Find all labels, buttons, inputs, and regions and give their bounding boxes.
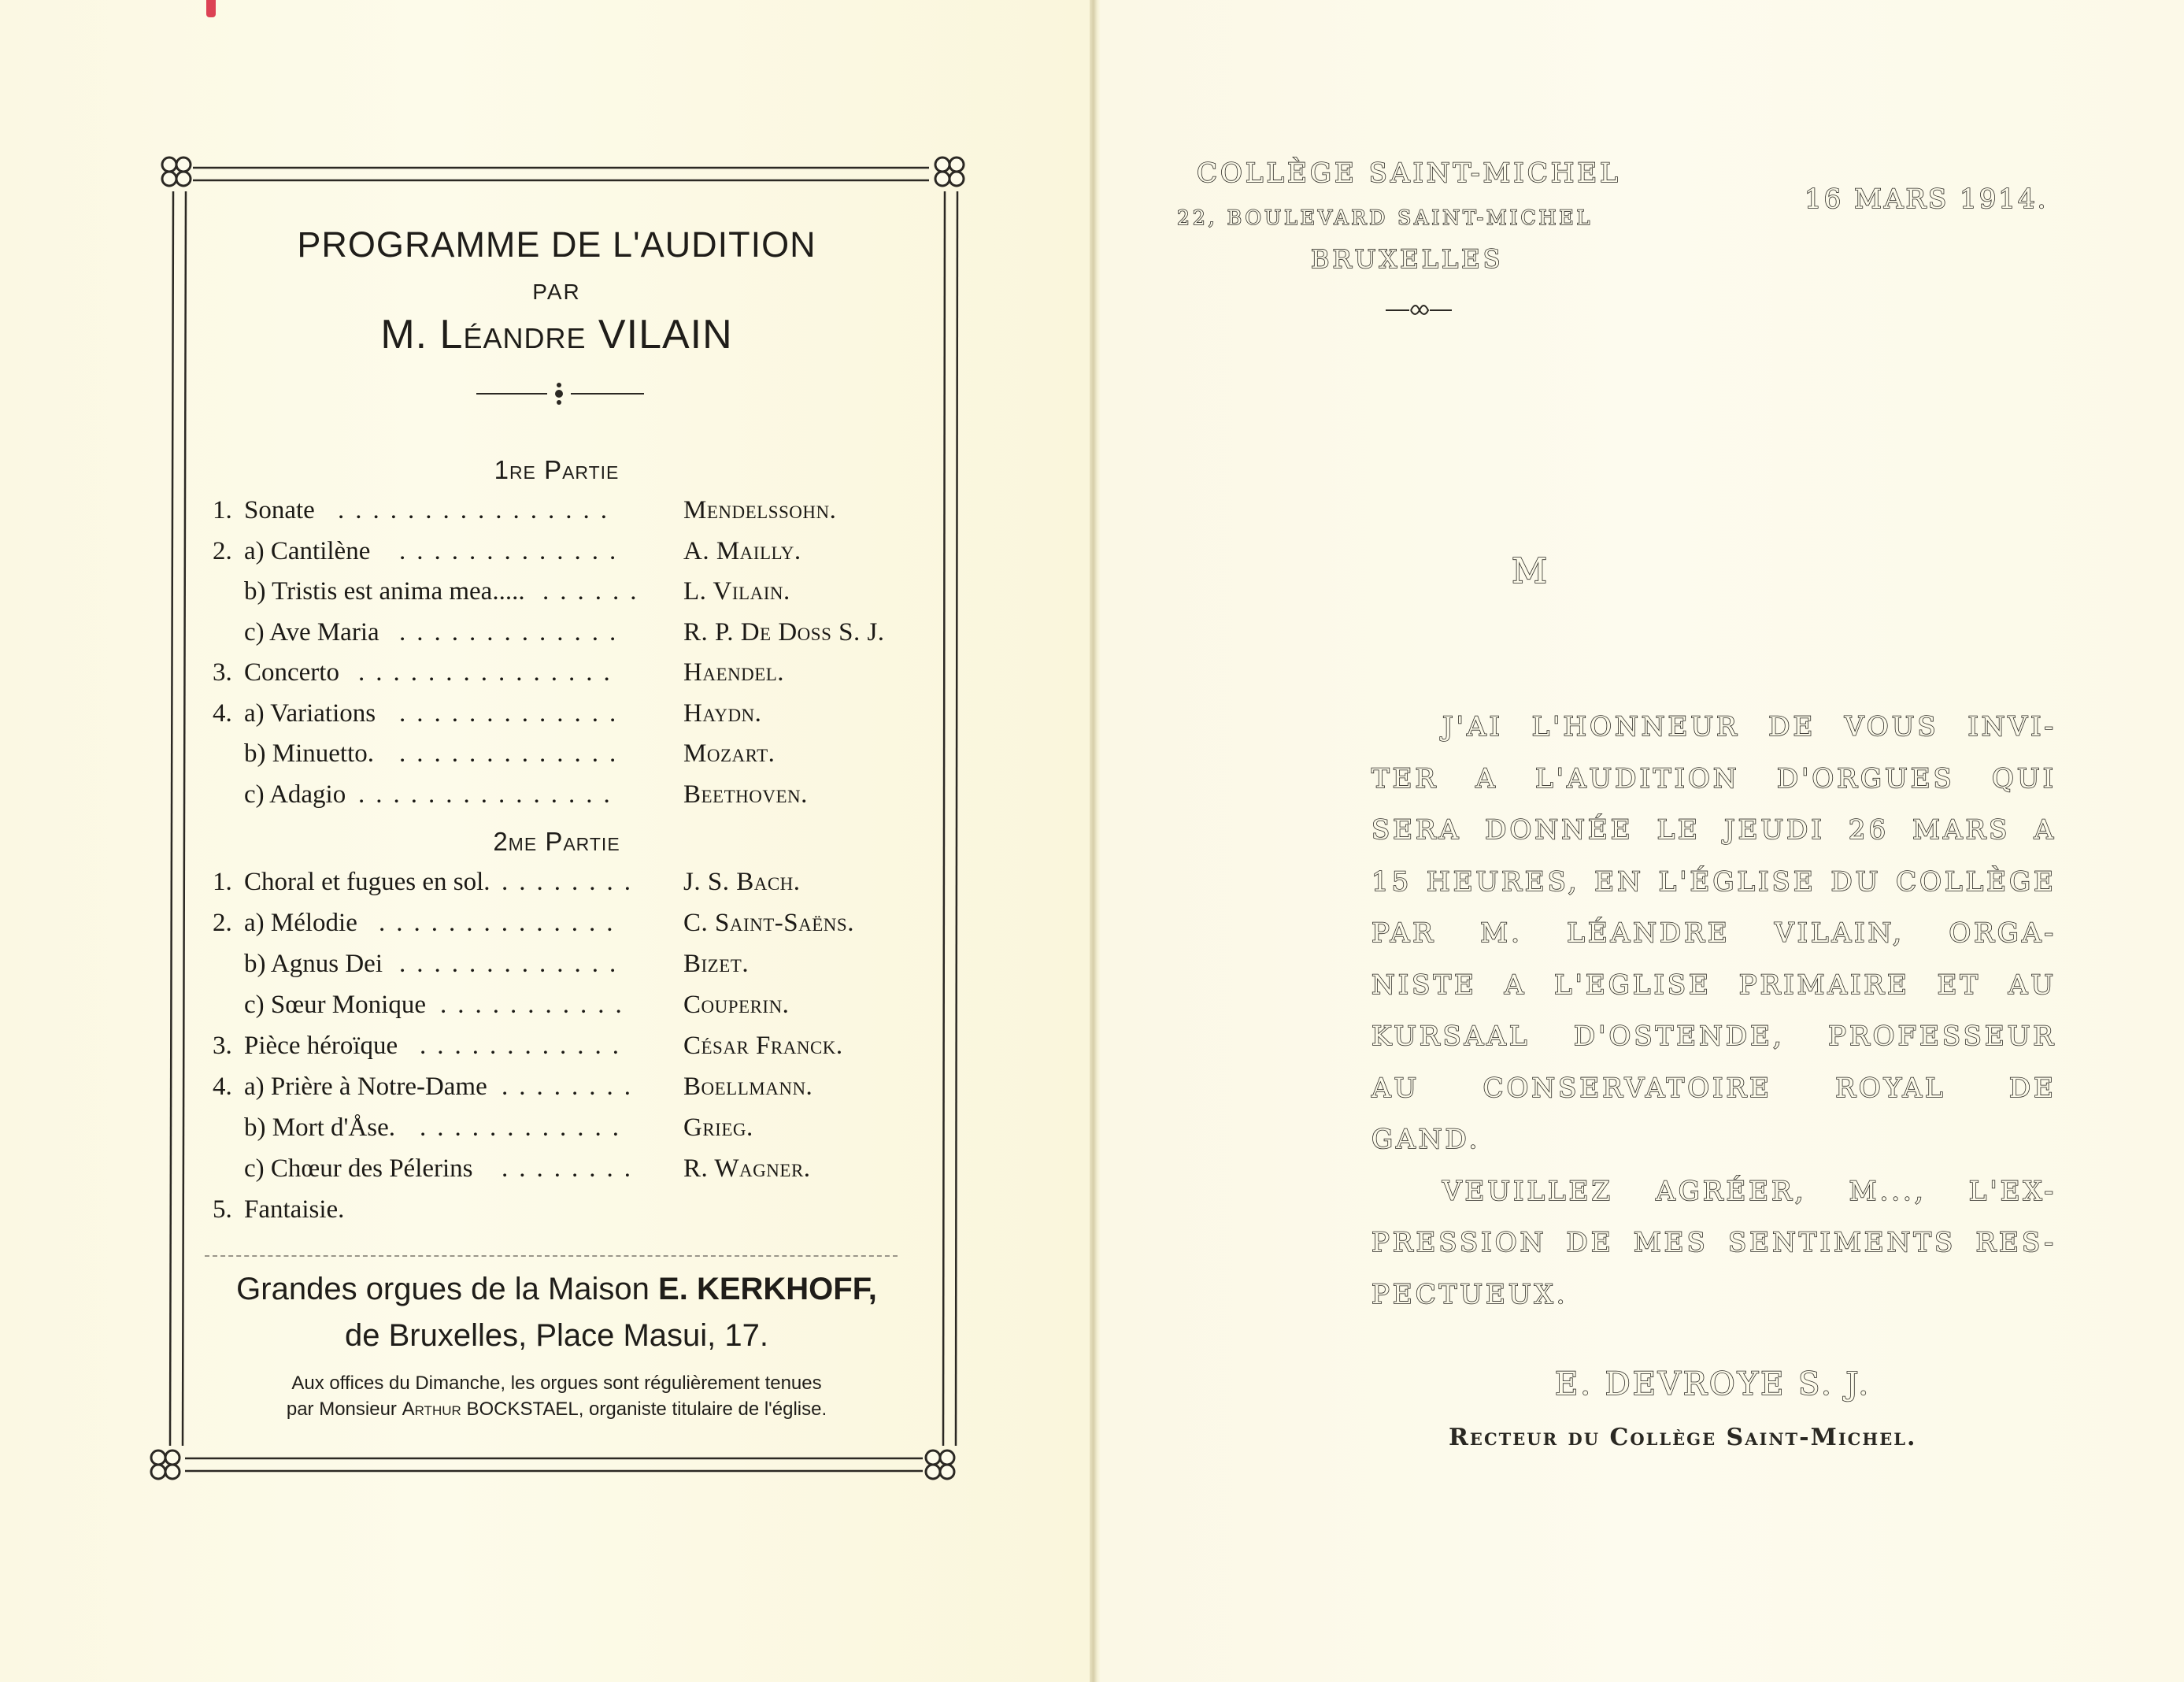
invitation-line: NISTE A L'EGLISE PRIMAIRE ET AU xyxy=(1371,969,2056,1001)
program-piece: b) Mort d'Åse. xyxy=(244,1113,396,1142)
program-composer: Haydn. xyxy=(683,698,762,728)
program-row xyxy=(213,780,921,820)
organ-note-prefix: par Monsieur xyxy=(286,1399,397,1420)
leader-dots: ............ xyxy=(420,1032,630,1060)
program-row xyxy=(213,699,921,739)
program-row xyxy=(213,950,921,989)
invitation-line: J'AI L'HONNEUR DE VOUS INVI- xyxy=(1442,711,2056,743)
organ-note-line1: Aux offices du Dimanche, les orgues sont régulièrement tenues xyxy=(291,1373,822,1394)
leader-dots: ............. xyxy=(399,617,627,646)
leader-dots: ........ xyxy=(502,1154,642,1183)
program-row xyxy=(213,1073,921,1112)
program-composer: A. Mailly. xyxy=(683,536,801,565)
program-row xyxy=(213,739,921,779)
program-row xyxy=(213,1195,921,1235)
program-row xyxy=(213,537,921,576)
program-composer: Couperin. xyxy=(683,991,790,1019)
program-composer: César Franck. xyxy=(683,1032,843,1060)
leader-dots: ............. xyxy=(399,536,627,565)
invitation-line: AU CONSERVATOIRE ROYAL DE xyxy=(1371,1072,2056,1104)
program-title: PROGRAMME DE L'AUDITION xyxy=(297,224,816,265)
program-piece: a) Variations xyxy=(244,698,376,728)
program-row xyxy=(213,1032,921,1071)
program-row xyxy=(213,577,921,617)
leader-dots: ............. xyxy=(399,739,627,768)
program-piece: a) Cantilène xyxy=(244,536,371,565)
leader-dots: .............. xyxy=(379,909,624,937)
leader-dots: ...... xyxy=(542,577,648,606)
program-piece: b) Tristis est anima mea..... xyxy=(244,577,525,606)
program-row xyxy=(213,868,921,907)
invitation-line: SERA DONNÉE LE JEUDI 26 MARS A xyxy=(1371,814,2056,846)
organ-note xyxy=(183,1370,931,1422)
program-row xyxy=(213,909,921,948)
program-number: 1. xyxy=(213,496,232,524)
program-composer: R. P. De Doss S. J. xyxy=(683,617,885,646)
invitation-line: TER A L'AUDITION D'ORGUES QUI xyxy=(1371,762,2056,795)
signature-title: Recteur du Collège Saint-Michel. xyxy=(1449,1424,1917,1451)
program-piece: c) Sœur Monique xyxy=(244,991,426,1019)
program-par: PAR xyxy=(532,280,581,304)
program-number: 5. xyxy=(213,1195,232,1224)
program-row xyxy=(213,1154,921,1194)
program-composer: C. Saint-Saëns. xyxy=(683,909,854,937)
program-composer: Mozart. xyxy=(683,739,776,768)
program-piece: Choral et fugues en sol. xyxy=(244,868,490,896)
invitation-line: VEUILLEZ AGRÉER, M..., L'EX- xyxy=(1442,1175,2056,1207)
invitation-date: 16 MARS 1914. xyxy=(1805,183,2049,215)
program-number: 1. xyxy=(213,868,232,896)
leader-dots: ............... xyxy=(358,780,621,809)
salutation: M xyxy=(1512,551,1548,591)
leader-dots: ........ xyxy=(502,868,642,896)
college-address: 22, BOULEVARD SAINT-MICHEL xyxy=(1177,206,1594,229)
program-composer: Haendel. xyxy=(683,658,785,687)
program-composer: Beethoven. xyxy=(683,780,808,809)
program-piece: c) Adagio xyxy=(244,780,346,809)
program-piece: c) Ave Maria xyxy=(244,617,379,646)
program-number: 2. xyxy=(213,536,232,565)
page-fold xyxy=(1090,0,1101,1682)
leader-dots: ............. xyxy=(399,698,627,728)
program-piece: a) Mélodie xyxy=(244,909,357,937)
organ-note-suffix: organiste titulaire de l'église. xyxy=(589,1399,827,1420)
program-composer: Mendelssohn. xyxy=(683,496,837,524)
program-piece: a) Prière à Notre-Dame xyxy=(244,1073,487,1101)
program-number: 4. xyxy=(213,698,232,728)
leader-dots: ............... xyxy=(358,658,621,687)
program-piece: c) Chœur des Pélerins xyxy=(244,1154,473,1183)
organ-builder-prefix: Grandes orgues de la Maison xyxy=(236,1272,650,1306)
program-piece: b) Minuetto. xyxy=(244,739,374,768)
performer-name: M. Léandre VILAIN xyxy=(380,312,733,358)
program-row xyxy=(213,618,921,658)
leader-dots: ........... xyxy=(440,991,633,1019)
organ-builder-name: E. KERKHOFF, xyxy=(658,1272,877,1306)
program-number: 2. xyxy=(213,909,232,937)
program-piece: b) Agnus Dei xyxy=(244,950,383,978)
program-row xyxy=(213,496,921,535)
invitation-line: PRESSION DE MES SENTIMENTS RES- xyxy=(1371,1227,2056,1258)
program-composer: R. Wagner. xyxy=(683,1154,811,1183)
program-row xyxy=(213,658,921,698)
invitation-line: PECTUEUX. xyxy=(1371,1278,1568,1310)
program-composer: Bizet. xyxy=(683,950,750,978)
program-composer: L. Vilain. xyxy=(683,577,790,606)
leader-dots: ........ xyxy=(502,1073,642,1101)
program-composer: Boellmann. xyxy=(683,1073,813,1101)
program-composer: J. S. Bach. xyxy=(683,868,801,896)
invitation-line: 15 HEURES, EN L'ÉGLISE DU COLLÈGE xyxy=(1371,865,2056,898)
program-piece: Fantaisie. xyxy=(244,1195,345,1224)
ornament-icon xyxy=(1384,299,1455,318)
program-piece: Concerto xyxy=(244,658,339,687)
invitation-line: GAND. xyxy=(1371,1124,1481,1155)
part-one-heading: 1re Partie xyxy=(494,455,620,484)
program-composer: Grieg. xyxy=(683,1113,753,1142)
program-number: 4. xyxy=(213,1073,232,1101)
part-two-heading: 2me Partie xyxy=(493,827,620,856)
organ-note-line2 xyxy=(183,1396,931,1422)
program-piece: Pièce héroïque xyxy=(244,1032,398,1060)
leader-dots: ............ xyxy=(420,1113,630,1142)
college-name: COLLÈGE SAINT-MICHEL xyxy=(1197,157,1621,189)
program-number: 3. xyxy=(213,1032,232,1060)
program-number: 3. xyxy=(213,658,232,687)
organ-builder-address: de Bruxelles, Place Masui, 17. xyxy=(344,1318,769,1353)
divider xyxy=(205,1255,898,1260)
leader-dots: ............. xyxy=(399,950,627,978)
organist-name: Arthur BOCKSTAEL, xyxy=(402,1399,584,1420)
leader-dots: ................ xyxy=(338,496,618,524)
program-piece: Sonate xyxy=(244,496,315,524)
invitation-line: PAR M. LÉANDRE VILAIN, ORGA- xyxy=(1371,917,2056,949)
program-row xyxy=(213,1113,921,1153)
organ-builder-line xyxy=(183,1272,931,1307)
signature: E. DEVROYE S. J. xyxy=(1555,1366,1871,1402)
program-row xyxy=(213,991,921,1030)
invitation-line: KURSAAL D'OSTENDE, PROFESSEUR xyxy=(1371,1021,2056,1052)
college-city: BRUXELLES xyxy=(1311,244,1504,274)
